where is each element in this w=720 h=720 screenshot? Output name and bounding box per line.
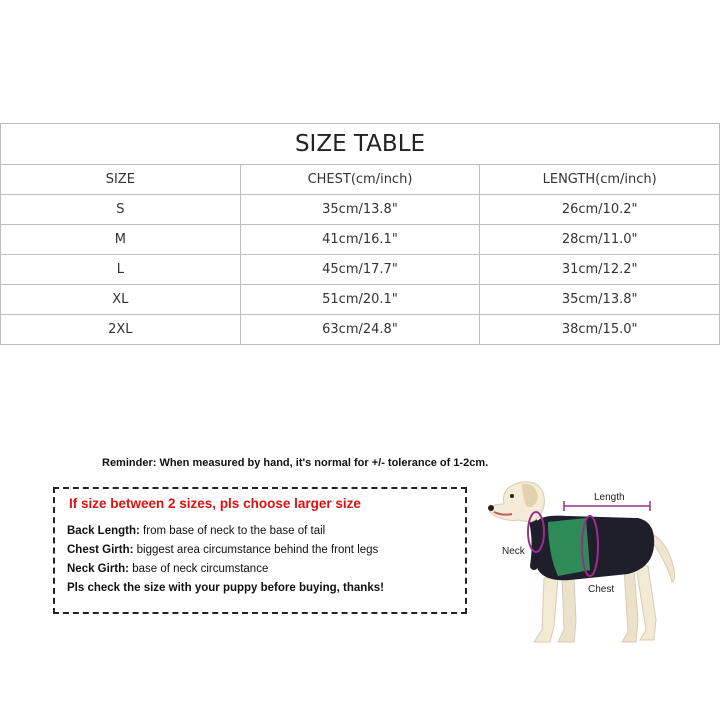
header-size: SIZE — [1, 165, 241, 195]
table-row — [1, 315, 720, 345]
chest-cell: 63cm/24.8" — [240, 315, 480, 345]
table-row — [1, 195, 720, 225]
length-cell: 35cm/13.8" — [480, 285, 720, 315]
chest-cell: 35cm/13.8" — [240, 195, 480, 225]
header-length: LENGTH(cm/inch) — [480, 165, 720, 195]
dog-front-leg — [534, 578, 558, 642]
chest-girth-desc: biggest area circumstance behind the front legs — [133, 544, 379, 556]
dog-hind-leg — [622, 568, 638, 642]
chest-girth-term: Chest Girth: — [67, 544, 134, 556]
table-row — [1, 285, 720, 315]
length-cell: 38cm/15.0" — [480, 315, 720, 345]
back-length-definition — [67, 525, 325, 537]
back-length-desc: from base of neck to the base of tail — [139, 525, 326, 537]
dog-hind-leg — [636, 566, 656, 640]
length-cell: 26cm/10.2" — [480, 195, 720, 225]
size-advice-headline: If size between 2 sizes, pls choose larger size — [69, 496, 361, 511]
size-cell: 2XL — [1, 315, 241, 345]
coat-collar — [532, 516, 536, 566]
neck-girth-desc: base of neck circumstance — [129, 563, 269, 575]
chest-cell: 51cm/20.1" — [240, 285, 480, 315]
dog-nose — [488, 505, 494, 511]
dog-illustration — [478, 470, 698, 660]
chest-cell: 45cm/17.7" — [240, 255, 480, 285]
chest-cell: 41cm/16.1" — [240, 225, 480, 255]
size-cell: M — [1, 225, 241, 255]
neck-girth-definition — [67, 563, 268, 575]
dog-front-leg — [558, 576, 576, 642]
neck-label: Neck — [502, 546, 525, 557]
dog-measurement-figure — [478, 470, 698, 660]
size-notice-box — [53, 487, 467, 614]
length-label: Length — [594, 492, 625, 503]
size-table-title: SIZE TABLE — [1, 124, 720, 165]
dog-eye — [510, 494, 514, 498]
size-cell: XL — [1, 285, 241, 315]
size-table-header-row — [1, 165, 720, 195]
table-row — [1, 225, 720, 255]
measurement-reminder: Reminder: When measured by hand, it's normal for +/- tolerance of 1-2cm. — [102, 457, 489, 469]
closing-note: Pls check the size with your puppy before buying, thanks! — [67, 582, 384, 594]
chest-girth-definition — [67, 544, 378, 556]
size-cell: L — [1, 255, 241, 285]
neck-girth-term: Neck Girth: — [67, 563, 129, 575]
size-cell: S — [1, 195, 241, 225]
length-cell: 31cm/12.2" — [480, 255, 720, 285]
length-cell: 28cm/11.0" — [480, 225, 720, 255]
chest-label: Chest — [588, 584, 615, 595]
size-table — [0, 123, 720, 345]
header-chest: CHEST(cm/inch) — [240, 165, 480, 195]
table-row — [1, 255, 720, 285]
back-length-term: Back Length: — [67, 525, 140, 537]
